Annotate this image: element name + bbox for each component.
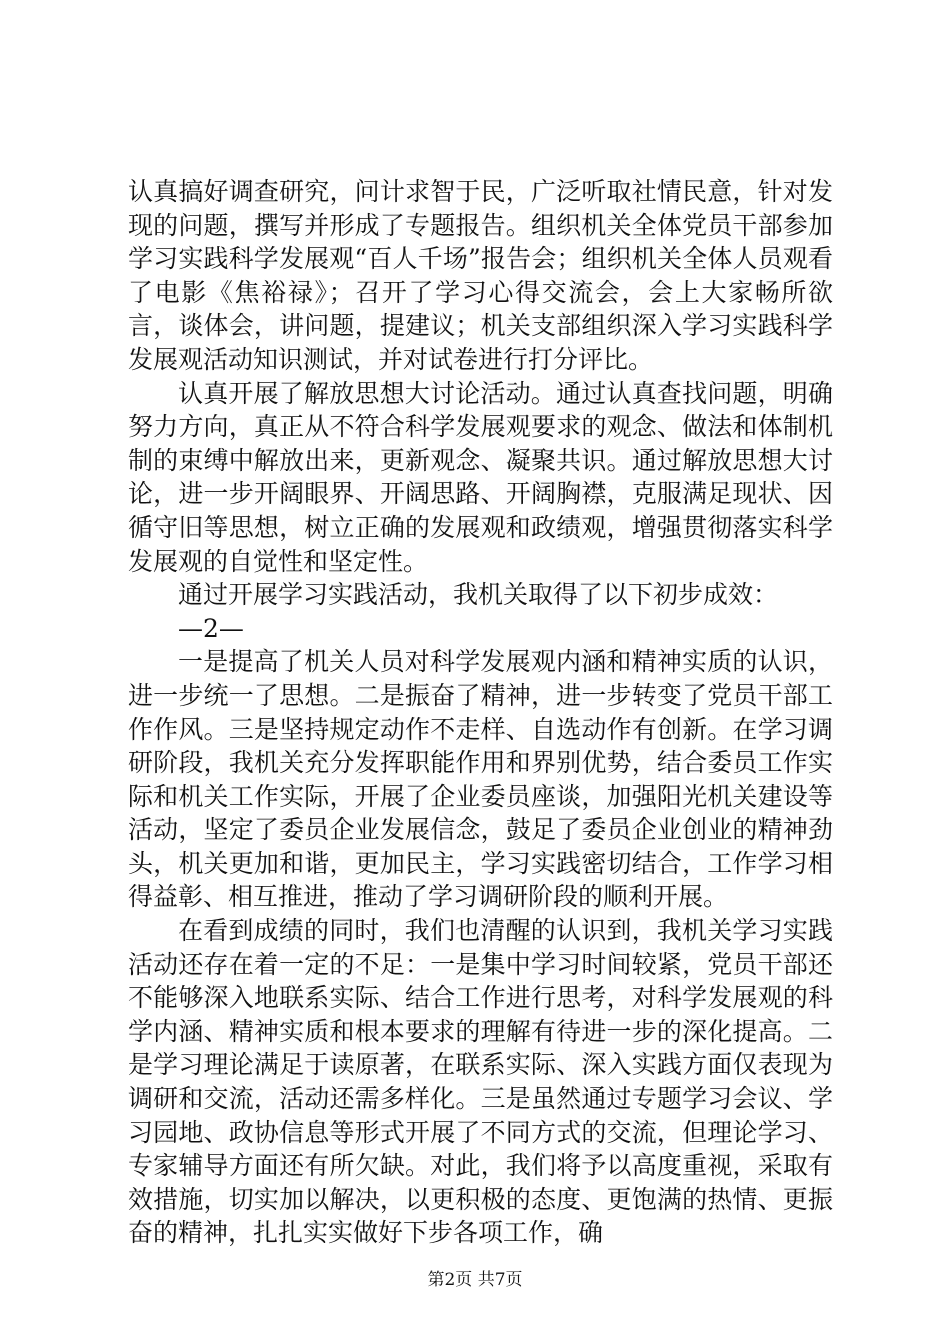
paragraph-results-list: 一是提高了机关人员对科学发展观内涵和精神实质的认识，进一步统一了思想。二是振奋了精神，进一步转变了党员干部工作作风。三是坚持规定动作不走样、自选动作有创新。在学习调研阶段，我机关充分发挥职能作用和界别优势，结合委员工作实际和机关工作实际，开展了企业委员座谈，加强阳光机关建设等活动，坚定了委员企业发展信念，鼓足了委员企业创业的精神劲头，机关更加和谐，更加民主，学习实践密切结合，工作学习相得益彰、相互推进，推动了学习调研阶段的顺利开展。 [128,647,833,912]
document-body [128,175,833,1250]
paragraph-emancipation-discussion: 认真开展了解放思想大讨论活动。通过认真查找问题，明确努力方向，真正从不符合科学发展观要求的观念、做法和体制机制的束缚中解放出来，更新观念、凝聚共识。通过解放思想大讨论，进一步开阔眼界、开阔思路、开阔胸襟，克服满足现状、因循守旧等思想，树立正确的发展观和政绩观，增强贯彻落实科学发展观的自觉性和坚定性。 [128,378,833,576]
paragraph-shortcomings: 在看到成绩的同时，我们也清醒的认识到，我机关学习实践活动还存在着一定的不足：一是集中学习时间较紧，党员干部还不能够深入地联系实际、结合工作进行思考，对科学发展观的科学内涵、精神实质和根本要求的理解有待进一步的深化提高。二是学习理论满足于读原著，在联系实际、深入实践方面仅表现为调研和交流，活动还需多样化。三是虽然通过专题学习会议、学习园地、政协信息等形式开展了不同方式的交流，但理论学习、专家辅导方面还有所欠缺。对此，我们将予以高度重视，采取有效措施，切实加以解决，以更积极的态度、更饱满的热情、更振奋的精神，扎扎实实做好下步各项工作，确 [128,916,833,1248]
inline-page-marker: —2— [178,613,244,643]
paragraph-survey-research: 认真搞好调查研究，问计求智于民，广泛听取社情民意，针对发现的问题，撰写并形成了专题报告。组织机关全体党员干部参加学习实践科学发展观“百人千场”报告会；组织机关全体人员观看了电影《焦裕禄》；召开了学习心得交流会，会上大家畅所欲言，谈体会，讲问题，提建议；机关支部组织深入学习实践科学发展观活动知识测试，并对试卷进行打分评比。 [128,177,833,374]
page-footer: 第2页 共7页 [427,1270,523,1290]
paragraph-results-intro: 通过开展学习实践活动，我机关取得了以下初步成效： [178,580,779,610]
